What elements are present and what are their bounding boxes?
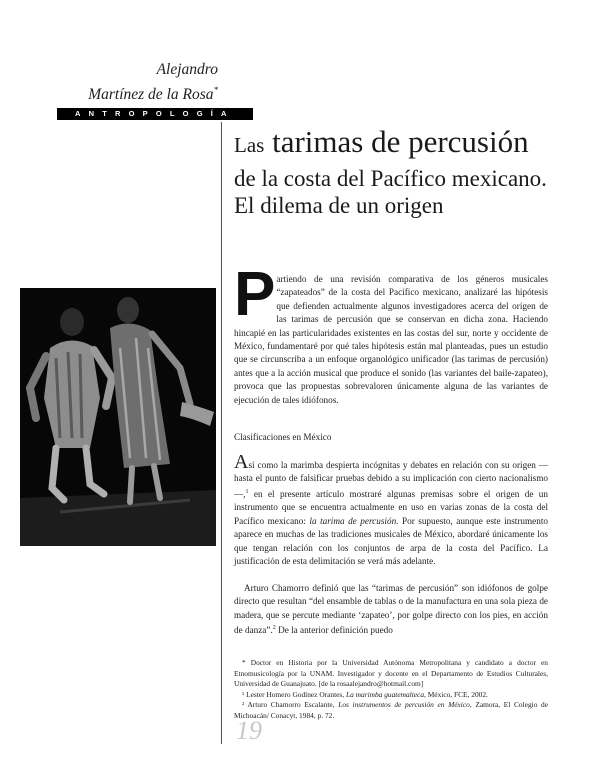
author-first-name: Alejandro xyxy=(156,61,218,78)
author-last-name: Martínez de la Rosa* xyxy=(88,85,218,104)
p2-italic: la tarima de percusión xyxy=(309,515,397,526)
dancers-photo xyxy=(20,288,216,546)
section-subheading: Clasificaciones en México xyxy=(234,432,332,442)
body-paragraph-2 xyxy=(234,582,548,638)
intro-paragraph xyxy=(234,260,548,407)
p2-text-c: . Por supuesto, aunque este instrumento aparece en muchas de las tradiciones musicales de México, abordaré únicamente los que tengan relación con los conjuntos de arpa de la costa del Pacífico. La justificación de esta delimitación se verá más adelante. xyxy=(234,515,548,566)
intro-text: artiendo de una revisión comparativa de los géneros musicales “zapateados” de la costa del Pacífico mexicano, analizaré las hipótesis que defienden actualmente algunos investigadores acerca del origen de las tarimas de percusión que se conservan en dicha zona. Haciendo hincapié en las particularidades existentes en las costas del sur, norte y occidente de México, fundamentaré por qué tales hipótesis están mal planteadas, pues un estudio que se circunscriba a un enfoque organológico unificador (las tarimas de percusión) antes que a la acción musical que produce el sonido (las variantes del baile-zapateo), provoca que las propuestas sobrevaloren únicamente alguna de las variantes de ejecución de tales idiófonos. xyxy=(234,274,548,405)
footnote-2: ² Arturo Chamorro Escalante, Los instrumentos de percusión en México, Zamora, El Colegio de Michoacán/ Conacyt, 1984, p. 72. xyxy=(234,700,549,720)
author-name xyxy=(18,60,218,105)
drop-cap: P xyxy=(234,260,276,329)
title-line-1 xyxy=(234,122,584,165)
p3-text-a: Arturo Chamorro definió que las “tarimas de percusión” son idiófonos de golpe directo que resultan “del ensamble de tablas o de la manufactura en una sola pieza de madera, que se percute mediante ‘zapateo’, por golpe directo con los pies, en acción de danza”. xyxy=(234,583,548,636)
footnotes xyxy=(234,658,548,722)
dancers-illustration xyxy=(20,288,216,546)
p2-text-b: en el presente artículo mostraré algunas premisas sobre el origen de un instrumento que se encuentra actualmente en uso en varias zonas de la costa del Pacífico mexicano: xyxy=(234,488,548,526)
article-title xyxy=(234,122,584,219)
vertical-rule xyxy=(221,122,222,744)
p2-text-a: sí como la marimba despierta incógnitas y debates en relación con su origen —hasta el punto de falsificar pruebas debido a su implicación con cierto nacionalismo—, xyxy=(234,460,548,499)
paragraph-initial: A xyxy=(234,451,249,473)
title-line-2: de la costa del Pacífico mexicano. xyxy=(234,166,547,191)
title-word-las: Las xyxy=(234,133,265,157)
body-paragraph-1 xyxy=(234,451,548,568)
footnote-1: ¹ Lester Homero Godínez Orantes, La marimba guatemalteca, México, FCE, 2002. xyxy=(242,689,488,699)
footnote-ref-1: 1 xyxy=(245,488,249,495)
title-main-words: tarimas de percusión xyxy=(272,124,529,159)
footnote-ref-2: 2 xyxy=(272,625,276,632)
title-line-3: El dilema de un origen xyxy=(234,193,444,218)
p3-text-b: De la anterior definición puedo xyxy=(275,625,393,636)
section-label: ANTROPOLOGÍA xyxy=(57,108,253,120)
footnote-author: * Doctor en Historia por la Universidad Autónoma Metropolitana y candidato a doctor en Etnomusicología por la UNAM. Investigador y docente en el Departamento de Estudios Culturales, Universidad de Guanajuato. [de la rosaalejandro@hotmail.com] xyxy=(234,658,548,689)
page-number: 19 xyxy=(236,716,262,745)
author-note-mark: * xyxy=(213,85,218,95)
